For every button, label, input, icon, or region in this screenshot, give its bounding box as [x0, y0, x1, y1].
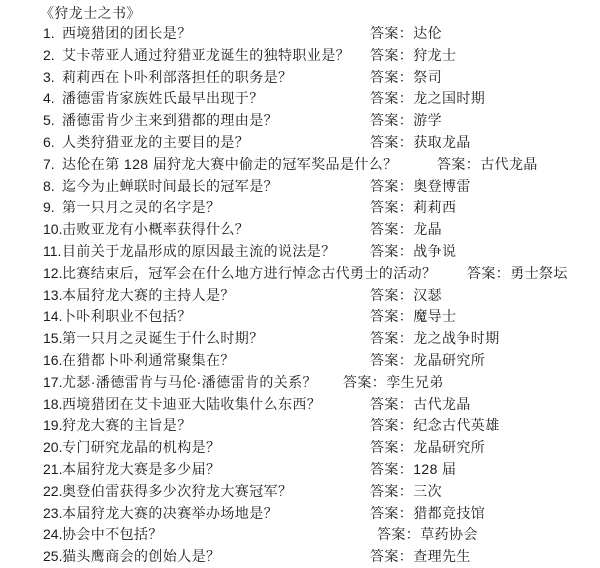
question-text: 潘德雷肯家族姓氏最早出现于？ — [62, 90, 264, 107]
answer-label: 答案： — [370, 90, 414, 107]
question-number: 4. — [43, 90, 55, 107]
answer-label: 答案： — [370, 199, 414, 216]
answer-label: 答案： — [370, 417, 414, 434]
qa-row — [0, 67, 600, 89]
qa-row — [0, 328, 600, 350]
answer — [370, 328, 500, 350]
question-number: 12. — [43, 264, 63, 281]
answer-value: 查理先生 — [413, 548, 471, 565]
answer — [370, 45, 456, 67]
question-text: 卜卟利职业不包括？ — [62, 308, 192, 325]
answer-value: 莉莉西 — [413, 199, 457, 216]
answer-value: 纪念古代英雄 — [413, 417, 500, 434]
answer-value: 龙晶研究所 — [413, 439, 486, 456]
answer-label: 答案： — [370, 25, 414, 41]
qa-row — [0, 241, 600, 263]
answer-value: 祭司 — [413, 68, 443, 85]
answer — [370, 503, 485, 525]
answer-label: 答案： — [343, 373, 387, 390]
question-number: 22. — [43, 482, 63, 499]
qa-list — [0, 23, 600, 568]
answer — [370, 350, 485, 372]
question-number: 8. — [43, 177, 55, 194]
answer — [370, 459, 456, 481]
question-text: 协会中不包括？ — [62, 526, 163, 543]
answer-value: 草药协会 — [420, 526, 478, 543]
question-text: 本届狩龙大赛的决赛举办场地是？ — [62, 504, 278, 521]
answer-value: 128 届 — [413, 460, 457, 477]
answer — [370, 481, 442, 503]
answer — [467, 263, 568, 285]
question-text: 人类狩猎亚龙的主要目的是？ — [62, 133, 250, 150]
qa-row — [0, 350, 600, 372]
answer-label: 答案： — [370, 177, 414, 194]
question-number: 1. — [43, 25, 55, 41]
question-text: 西境猎团在艾卡迪亚大陆收集什么东西？ — [62, 395, 322, 412]
question-text: 达伦在第 128 届狩龙大赛中偷走的冠军奖品是什么？ — [62, 155, 398, 172]
answer-label: 答案： — [370, 504, 414, 521]
answer-label: 答案： — [370, 439, 414, 456]
question-number: 16. — [43, 351, 63, 368]
question-text: 击败亚龙有小概率获得什么？ — [62, 221, 250, 238]
qa-row — [0, 45, 600, 67]
question-number: 15. — [43, 330, 63, 347]
answer — [370, 67, 442, 89]
question-text: 艾卡蒂亚人通过狩猎亚龙诞生的独特职业是？ — [62, 46, 350, 63]
qa-row — [0, 219, 600, 241]
qa-row — [0, 263, 600, 285]
answer-value: 孪生兄弟 — [386, 373, 444, 390]
answer — [370, 546, 471, 568]
answer-value: 游学 — [413, 112, 443, 129]
question-number: 18. — [43, 395, 63, 412]
qa-row — [0, 481, 600, 503]
qa-row — [0, 197, 600, 219]
qa-row — [0, 132, 600, 154]
qa-row — [0, 394, 600, 416]
answer-label: 答案： — [467, 264, 511, 281]
answer — [370, 132, 471, 154]
question-text: 目前关于龙晶形成的原因最主流的说法是？ — [62, 242, 336, 259]
question-text: 西境猎团的团长是？ — [62, 25, 192, 41]
question-text: 比赛结束后，冠军会在什么地方进行悼念古代勇士的活动？ — [62, 264, 437, 281]
answer-value: 龙晶研究所 — [413, 351, 486, 368]
answer-value: 获取龙晶 — [413, 133, 471, 150]
question-number: 5. — [43, 112, 55, 129]
page-title: 《狩龙士之书》 — [40, 5, 141, 21]
question-number: 20. — [43, 439, 63, 456]
question-text: 迄今为止蝉联时间最长的冠军是？ — [62, 177, 278, 194]
answer-label: 答案： — [370, 351, 414, 368]
question-number: 7. — [43, 155, 55, 172]
answer — [370, 241, 456, 263]
answer-value: 奥登博雷 — [413, 177, 471, 194]
question-text: 在猎都卜卟利通常聚集在？ — [62, 351, 235, 368]
answer-label: 答案： — [377, 526, 421, 543]
answer — [343, 372, 444, 394]
question-number: 19. — [43, 417, 63, 434]
answer-label: 答案： — [370, 395, 414, 412]
qa-row — [0, 437, 600, 459]
answer — [377, 524, 478, 546]
answer-label: 答案： — [370, 286, 414, 303]
answer-value: 龙之国时期 — [413, 90, 486, 107]
qa-row — [0, 110, 600, 132]
answer-value: 达伦 — [413, 25, 443, 41]
answer-label: 答案： — [370, 133, 414, 150]
qa-row — [0, 524, 600, 546]
answer-value: 古代龙晶 — [480, 155, 538, 172]
qa-row — [0, 23, 600, 45]
answer-label: 答案： — [370, 68, 414, 85]
question-number: 10. — [43, 221, 63, 238]
question-text: 本届狩龙大赛的主持人是？ — [62, 286, 235, 303]
answer — [370, 285, 442, 307]
answer-label: 答案： — [370, 221, 414, 238]
answer — [370, 415, 500, 437]
answer — [370, 219, 442, 241]
question-text: 尤瑟·潘德雷肯与马伦·潘德雷肯的关系？ — [62, 373, 317, 390]
answer-value: 龙晶 — [413, 221, 443, 238]
answer — [437, 154, 538, 176]
question-text: 潘德雷肯少主来到猎都的理由是？ — [62, 112, 278, 129]
question-number: 17. — [43, 373, 63, 390]
answer-label: 答案： — [370, 460, 414, 477]
question-number: 24. — [43, 526, 63, 543]
answer-value: 三次 — [413, 482, 443, 499]
answer-label: 答案： — [370, 112, 414, 129]
qa-row — [0, 372, 600, 394]
question-number: 3. — [43, 68, 55, 85]
question-number: 21. — [43, 460, 63, 477]
question-number: 25. — [43, 548, 63, 565]
answer — [370, 306, 456, 328]
qa-row — [0, 176, 600, 198]
question-text: 猫头鹰商会的创始人是？ — [62, 548, 221, 565]
answer — [370, 394, 471, 416]
answer-label: 答案： — [370, 308, 414, 325]
qa-row — [0, 459, 600, 481]
answer-value: 猎都竞技馆 — [413, 504, 486, 521]
answer-value: 狩龙士 — [413, 46, 457, 63]
question-text: 莉莉西在卜卟利部落担任的职务是？ — [62, 68, 293, 85]
qa-row — [0, 546, 600, 568]
answer — [370, 23, 442, 45]
question-text: 第一只月之灵诞生于什么时期？ — [62, 330, 264, 347]
answer-value: 战争说 — [413, 242, 457, 259]
question-number: 14. — [43, 308, 63, 325]
qa-row — [0, 154, 600, 176]
answer-label: 答案： — [370, 330, 414, 347]
question-number: 23. — [43, 504, 63, 521]
answer — [370, 88, 485, 110]
qa-row — [0, 88, 600, 110]
question-text: 本届狩龙大赛是多少届？ — [62, 460, 221, 477]
answer-value: 龙之战争时期 — [413, 330, 500, 347]
qa-row — [0, 503, 600, 525]
answer-value: 古代龙晶 — [413, 395, 471, 412]
answer-label: 答案： — [370, 242, 414, 259]
question-text: 专门研究龙晶的机构是？ — [62, 439, 221, 456]
answer-value: 魔导士 — [413, 308, 457, 325]
answer-label: 答案： — [437, 155, 481, 172]
answer-value: 汉瑟 — [413, 286, 443, 303]
answer — [370, 197, 456, 219]
question-text: 奥登伯雷获得多少次狩龙大赛冠军？ — [62, 482, 293, 499]
answer — [370, 176, 471, 198]
question-text: 狩龙大赛的主旨是？ — [62, 417, 192, 434]
qa-row — [0, 415, 600, 437]
question-number: 6. — [43, 133, 55, 150]
question-number: 11. — [43, 242, 62, 259]
answer-label: 答案： — [370, 46, 414, 63]
answer — [370, 437, 485, 459]
question-number: 13. — [43, 286, 63, 303]
qa-row — [0, 306, 600, 328]
question-number: 2. — [43, 46, 55, 63]
answer-label: 答案： — [370, 482, 414, 499]
answer — [370, 110, 442, 132]
qa-row — [0, 285, 600, 307]
question-number: 9. — [43, 199, 55, 216]
answer-value: 勇士祭坛 — [510, 264, 568, 281]
question-text: 第一只月之灵的名字是？ — [62, 199, 221, 216]
answer-label: 答案： — [370, 548, 414, 565]
